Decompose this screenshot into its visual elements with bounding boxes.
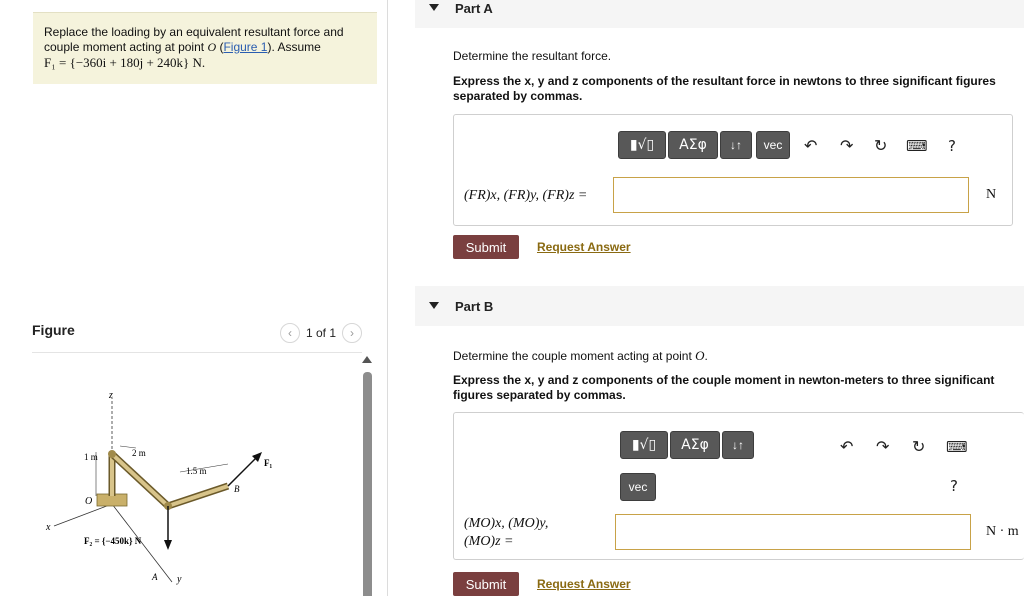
part-b-header[interactable] [415,286,1024,326]
dim-1m-label: 1 m [84,452,98,462]
part-b-label: Part B [455,299,494,314]
figure-pager [280,323,362,343]
part-b-detail: Express the x, y and z components of the couple moment in newton-meters to three significant figures separated by commas. [453,373,995,402]
templates-button[interactable]: ▮√▯ [620,431,668,459]
part-b-equation-line-2: (MO)z = [464,534,514,549]
part-b-answer-input[interactable] [615,514,971,550]
part-a-request-answer-link[interactable]: Request Answer [537,240,631,254]
help-icon[interactable]: ? [948,137,956,155]
part-b-unit: N · m [986,524,1019,539]
redo-icon[interactable]: ↷ [876,437,890,456]
part-b-equation-line-1: (MO)x, (MO)y, [464,516,549,531]
figure-divider [32,352,362,353]
templates-button[interactable]: ▮√▯ [618,131,666,159]
redo-icon[interactable]: ↷ [840,136,854,155]
origin-label: O [85,496,93,507]
part-a-label: Part A [455,1,493,16]
help-icon[interactable]: ? [950,477,958,495]
collapse-triangle-icon[interactable] [429,302,439,309]
force-equation: F₁ = {−360i + 180j + 240k} N. [44,55,206,70]
dim-15m-label: 1.5 m [186,466,207,476]
point-o: O [207,40,217,54]
part-a-submit-button[interactable]: Submit [453,235,519,259]
reset-icon[interactable]: ↻ [874,136,888,155]
pipe-assembly-figure [40,384,330,596]
point-b-label: B [234,484,240,494]
dim-2m-label: 2 m [132,448,146,458]
part-b-submit-button[interactable]: Submit [453,572,519,596]
problem-statement [33,12,377,84]
keyboard-icon[interactable]: ⌨ [946,438,968,456]
undo-icon[interactable]: ↶ [804,136,818,155]
collapse-triangle-icon[interactable] [429,4,439,11]
chevron-left-icon[interactable]: ‹ [280,323,300,343]
sort-button[interactable]: ↓↑ [720,131,752,159]
greek-button[interactable]: ΑΣφ [670,431,720,459]
part-b-instruction: Determine the couple moment acting at point O. [453,348,708,363]
scrollbar-thumb[interactable] [363,372,372,596]
vec-button[interactable]: vec [620,473,656,501]
problem-line-2: couple moment acting at point O (Figure 1). Assume [44,40,321,54]
part-a-detail: Express the x, y and z components of the resultant force in newtons to three significant figures separated by commas. [453,74,996,103]
chevron-right-icon[interactable]: › [342,323,362,343]
column-divider [387,0,388,596]
f2-label: F₂ = {−450k} N [84,536,142,546]
part-a-header[interactable] [415,0,1024,28]
part-a-answer-box [453,114,1013,226]
greek-button[interactable]: ΑΣφ [668,131,718,159]
x-axis-label: x [46,522,51,533]
part-a-answer-input[interactable] [613,177,969,213]
sort-button[interactable]: ↓↑ [722,431,754,459]
figure-link[interactable]: Figure 1 [223,40,268,54]
part-a-instruction: Determine the resultant force. [453,49,612,63]
f1-label: F₁ [264,458,273,468]
part-b-answer-box [453,412,1024,560]
point-a-label: A [152,572,158,582]
z-axis-label: z [109,390,113,401]
part-b-request-answer-link[interactable]: Request Answer [537,577,631,591]
part-a-unit: N [986,187,997,202]
part-a-equation: (FR)x, (FR)y, (FR)z = [464,188,588,203]
undo-icon[interactable]: ↶ [840,437,854,456]
reset-icon[interactable]: ↻ [912,437,926,456]
y-axis-label: y [177,574,182,585]
scroll-up-arrow[interactable] [362,356,372,363]
pager-text: 1 of 1 [306,326,337,340]
problem-line-1: Replace the loading by an equivalent resultant force and [44,25,344,39]
figure-title: Figure [32,322,75,338]
vec-button[interactable]: vec [756,131,790,159]
keyboard-icon[interactable]: ⌨ [906,137,928,155]
point-o: O [695,348,705,363]
